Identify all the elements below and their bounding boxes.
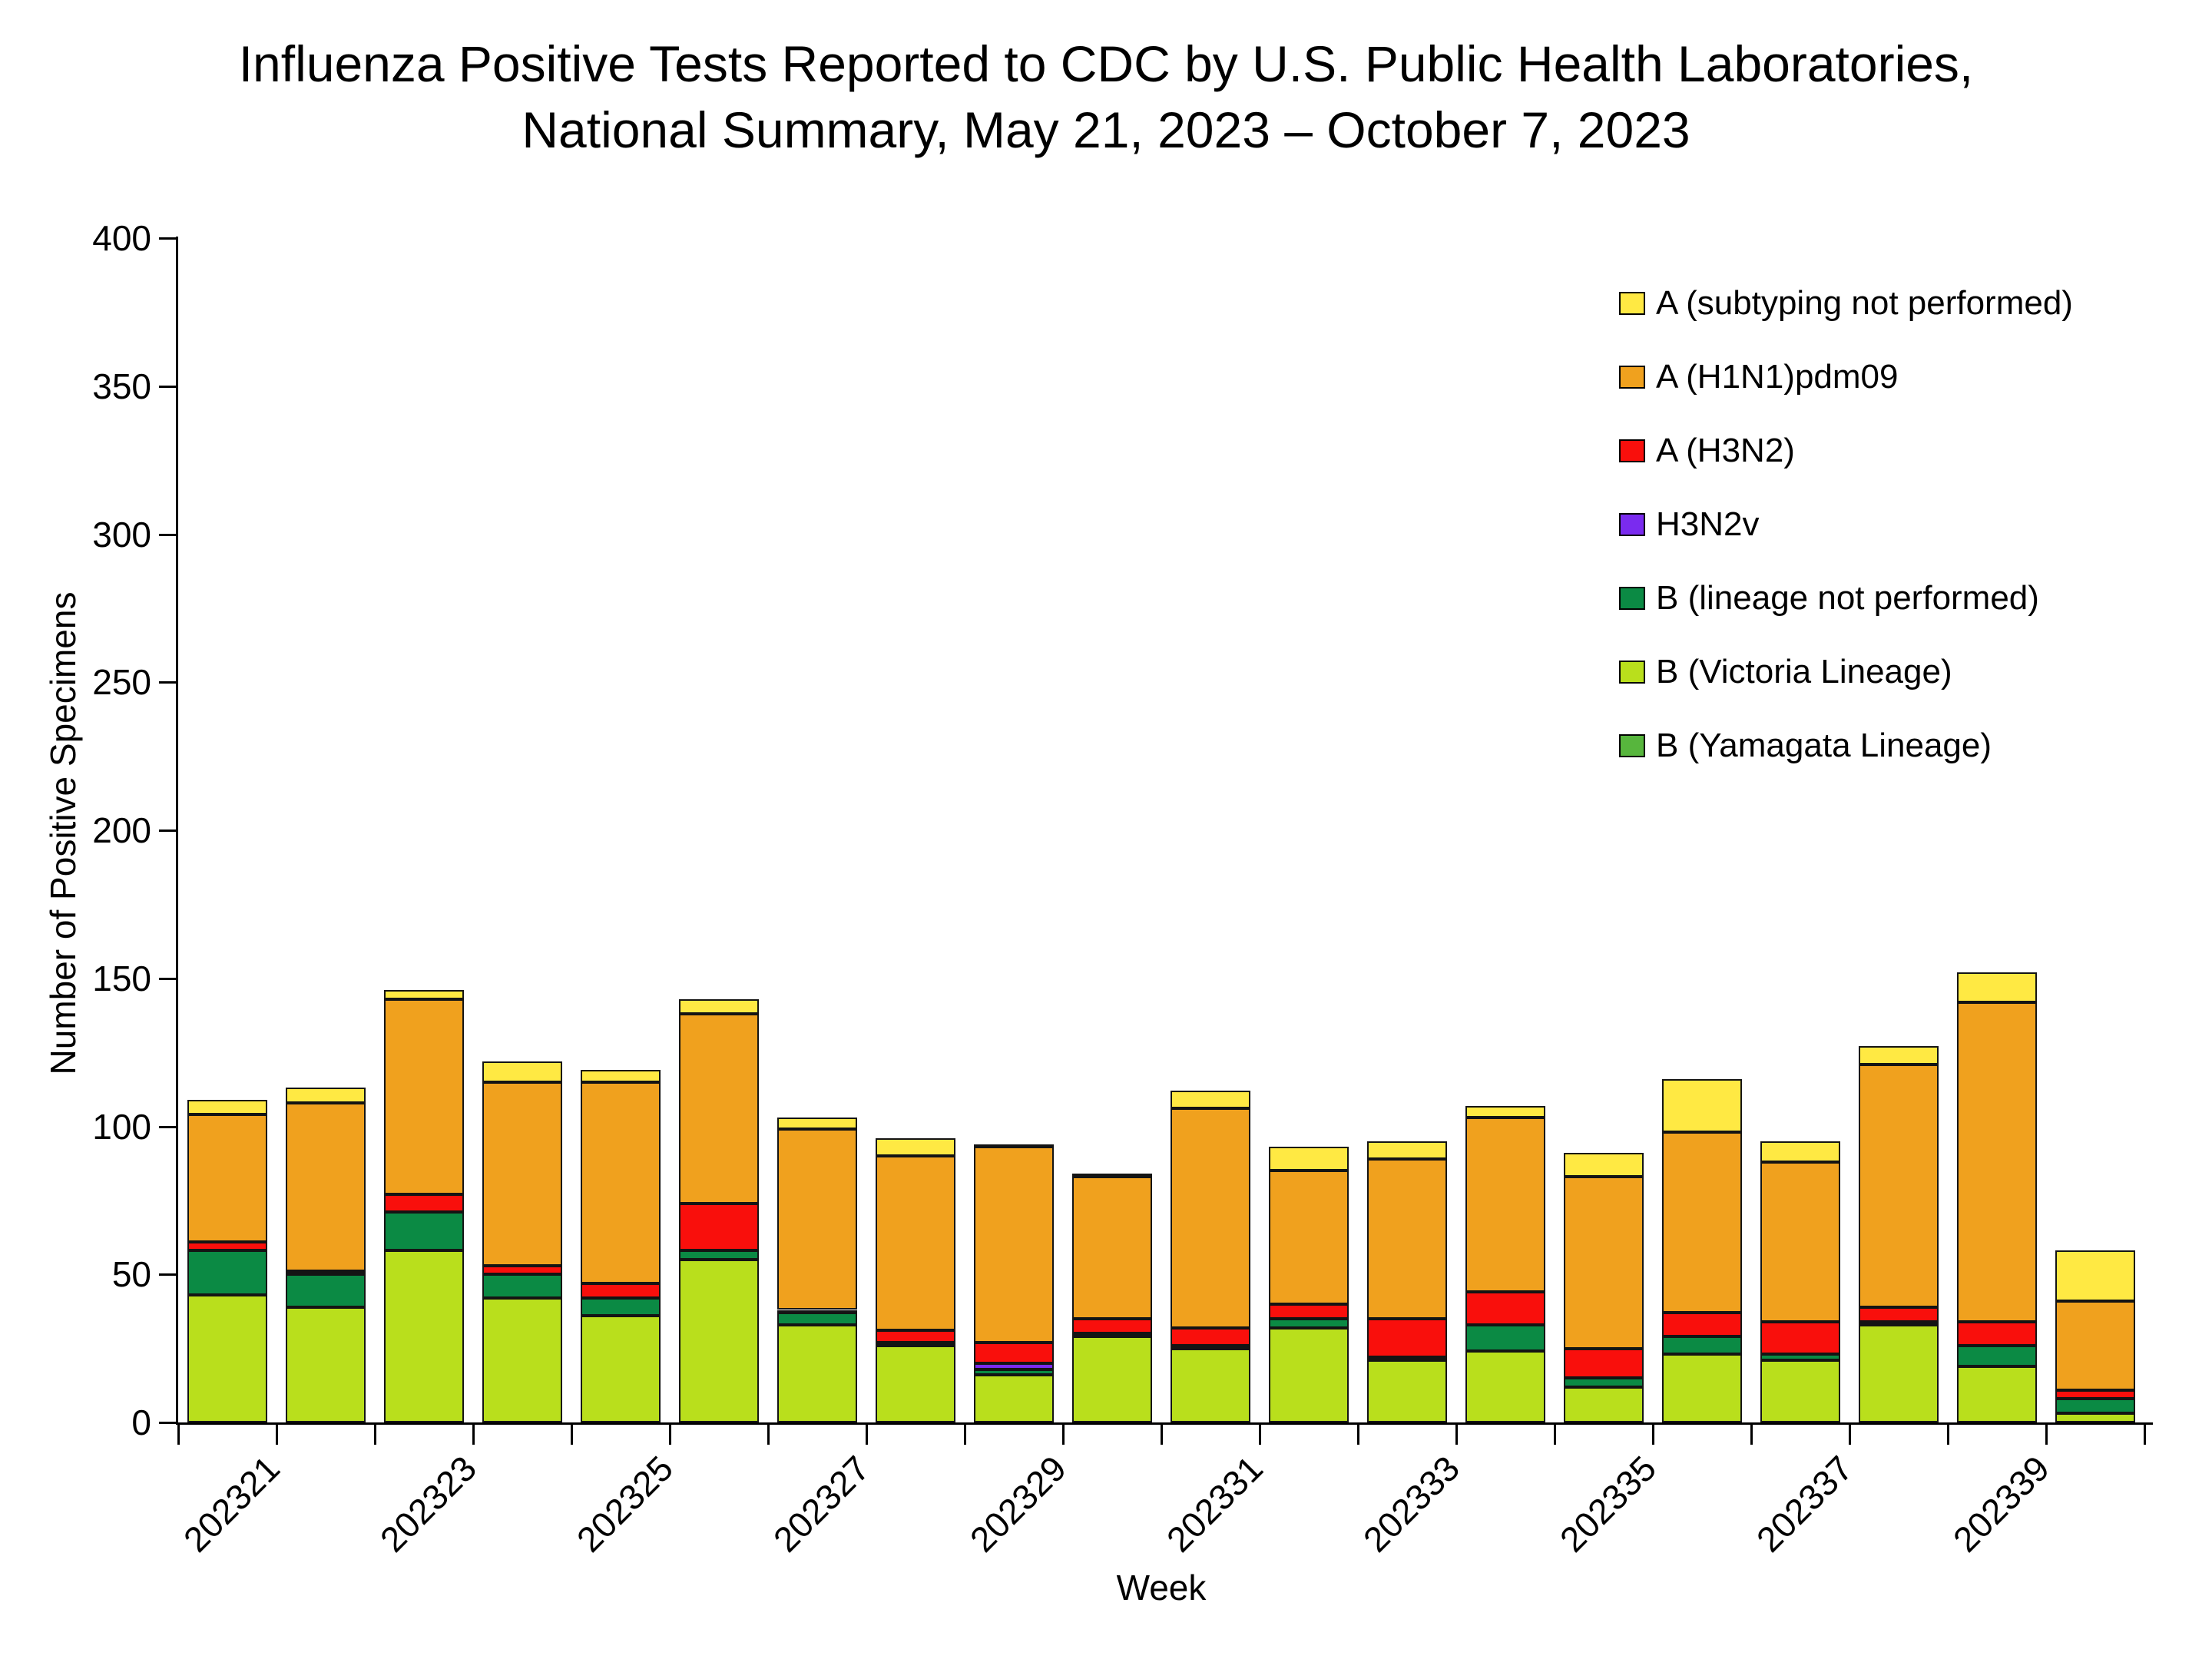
y-axis-tick (159, 237, 176, 240)
bar-segment (581, 1316, 661, 1422)
x-axis-tick (1947, 1425, 1949, 1445)
bar-segment (1171, 1108, 1250, 1327)
legend-label: A (H3N2) (1656, 432, 1795, 469)
bar-segment (187, 1242, 267, 1251)
bar-segment (679, 1250, 759, 1260)
bar-segment (286, 1271, 366, 1274)
bar-segment (1662, 1132, 1742, 1313)
bar-segment (581, 1070, 661, 1081)
x-tick-label: 202321 (175, 1448, 288, 1560)
bar-segment (1269, 1328, 1349, 1422)
bar-segment (384, 1212, 464, 1250)
bar-segment (482, 1061, 562, 1082)
bar-segment (1957, 1346, 2037, 1366)
bar-segment (1859, 1325, 1939, 1422)
bar-segment (187, 1250, 267, 1295)
y-axis-line (176, 237, 178, 1425)
legend-item (1619, 356, 2073, 398)
bar-segment (286, 1307, 366, 1422)
bar-segment (581, 1298, 661, 1316)
bar-segment (1269, 1171, 1349, 1303)
bar-segment (1957, 1366, 2037, 1422)
bar-segment (1269, 1304, 1349, 1319)
x-axis-tick (177, 1425, 180, 1445)
x-tick-label: 202327 (765, 1448, 878, 1560)
bar-segment (1662, 1336, 1742, 1354)
bar-segment (187, 1100, 267, 1114)
bar-segment (286, 1103, 366, 1272)
x-tick-label: 202333 (1355, 1448, 1468, 1560)
legend-item (1619, 725, 2073, 767)
bar-segment (286, 1274, 366, 1306)
y-tick-label: 250 (92, 662, 151, 703)
bar-segment (1662, 1313, 1742, 1336)
bar-segment (482, 1274, 562, 1298)
bar-segment (1072, 1319, 1152, 1333)
bar-segment (876, 1138, 955, 1156)
x-axis-tick (1455, 1425, 1458, 1445)
x-axis-tick (767, 1425, 770, 1445)
x-axis-tick (1554, 1425, 1556, 1445)
x-axis-tick (1652, 1425, 1654, 1445)
bar-segment (1072, 1333, 1152, 1336)
bar-segment (876, 1156, 955, 1330)
bar-segment (1957, 972, 2037, 1002)
bar-segment (777, 1325, 857, 1422)
bar-segment (187, 1114, 267, 1242)
x-axis-tick (1259, 1425, 1261, 1445)
bar-segment (482, 1082, 562, 1266)
bar-segment (974, 1363, 1054, 1369)
x-tick-label: 202337 (1748, 1448, 1861, 1560)
bar-segment (384, 990, 464, 999)
x-tick-label: 202331 (1158, 1448, 1271, 1560)
bar-segment (1367, 1159, 1447, 1319)
x-axis-tick (1161, 1425, 1163, 1445)
bar-segment (679, 1014, 759, 1204)
bar-segment (1957, 1322, 2037, 1346)
legend-item (1619, 430, 2073, 472)
legend-item (1619, 283, 2073, 324)
bar-segment (1760, 1141, 1840, 1162)
x-tick-label: 202329 (962, 1448, 1075, 1560)
chart-title (0, 31, 2212, 163)
bar-segment (384, 1194, 464, 1212)
bar-segment (1367, 1141, 1447, 1159)
bar-segment (1072, 1174, 1152, 1177)
bar-segment (2055, 1390, 2135, 1399)
bar-segment (2055, 1301, 2135, 1390)
legend-label: B (Yamagata Lineage) (1656, 727, 1992, 764)
bar-segment (1072, 1177, 1152, 1319)
bar-segment (974, 1144, 1054, 1147)
bar-segment (2055, 1399, 2135, 1413)
bar-segment (1859, 1307, 1939, 1322)
bar-segment (1367, 1319, 1447, 1357)
legend-swatch-icon (1619, 292, 1645, 315)
y-axis-tick (159, 1273, 176, 1276)
y-tick-label: 150 (92, 958, 151, 998)
bar-segment (581, 1283, 661, 1298)
bar-segment (1465, 1351, 1545, 1422)
bar-segment (679, 1260, 759, 1422)
legend-swatch-icon (1619, 513, 1645, 536)
bar-segment (2055, 1413, 2135, 1422)
legend-swatch-icon (1619, 439, 1645, 462)
y-axis-tick (159, 1126, 176, 1128)
bar-segment (1072, 1336, 1152, 1422)
y-tick-label: 100 (92, 1106, 151, 1147)
y-axis-tick (159, 386, 176, 388)
bar-segment (974, 1369, 1054, 1376)
y-axis-tick (159, 681, 176, 684)
legend-label: A (subtyping not performed) (1656, 284, 2073, 322)
y-axis-tick (159, 978, 176, 980)
x-axis-tick (669, 1425, 671, 1445)
bar-segment (1171, 1328, 1250, 1346)
bar-segment (1859, 1046, 1939, 1064)
x-axis-tick (964, 1425, 966, 1445)
legend-label: H3N2v (1656, 505, 1760, 543)
bar-segment (1760, 1162, 1840, 1322)
bar-segment (876, 1346, 955, 1422)
legend-item (1619, 504, 2073, 545)
x-axis-title: Week (1116, 1568, 1207, 1608)
legend-swatch-icon (1619, 587, 1645, 610)
bar-segment (482, 1266, 562, 1275)
x-axis-tick (1357, 1425, 1359, 1445)
x-axis-tick (1750, 1425, 1753, 1445)
y-axis-tick (159, 1422, 176, 1424)
bar-segment (1465, 1325, 1545, 1352)
y-axis-tick (159, 534, 176, 536)
legend-label: B (lineage not performed) (1656, 579, 2039, 617)
bar-segment (482, 1298, 562, 1422)
legend-swatch-icon (1619, 661, 1645, 684)
bar-segment (1564, 1378, 1644, 1387)
legend-label: A (H1N1)pdm09 (1656, 358, 1899, 396)
y-tick-label: 300 (92, 514, 151, 555)
bar-segment (1367, 1360, 1447, 1422)
bar-segment (1269, 1147, 1349, 1171)
y-tick-label: 400 (92, 218, 151, 258)
bar-segment (1465, 1118, 1545, 1292)
bar-segment (2055, 1250, 2135, 1301)
x-tick-label: 202323 (372, 1448, 485, 1560)
x-axis-tick (2144, 1425, 2146, 1445)
bar-segment (679, 999, 759, 1014)
bar-segment (1564, 1177, 1644, 1349)
x-tick-label: 202339 (1945, 1448, 2058, 1560)
bar-segment (974, 1147, 1054, 1342)
bar-segment (1564, 1387, 1644, 1422)
legend-item (1619, 651, 2073, 693)
x-axis-tick (866, 1425, 868, 1445)
bar-segment (1171, 1349, 1250, 1422)
bar-segment (974, 1375, 1054, 1422)
bar-segment (1760, 1354, 1840, 1360)
y-tick-label: 200 (92, 810, 151, 850)
bar-segment (777, 1310, 857, 1313)
bar-segment (1760, 1360, 1840, 1422)
bar-segment (974, 1343, 1054, 1363)
bar-segment (384, 999, 464, 1194)
x-axis-tick (472, 1425, 475, 1445)
bar-segment (1760, 1322, 1840, 1354)
y-axis-tick (159, 830, 176, 832)
y-tick-label: 50 (111, 1254, 151, 1295)
x-axis-tick (571, 1425, 573, 1445)
bar-segment (1662, 1079, 1742, 1132)
y-tick-label: 0 (131, 1402, 151, 1442)
x-tick-label: 202335 (1551, 1448, 1664, 1560)
x-axis-tick (2045, 1425, 2048, 1445)
x-axis-tick (374, 1425, 376, 1445)
bar-segment (1564, 1153, 1644, 1177)
bar-segment (1171, 1091, 1250, 1108)
bar-segment (777, 1313, 857, 1324)
legend-item (1619, 578, 2073, 619)
bar-segment (384, 1250, 464, 1422)
bar-segment (581, 1082, 661, 1283)
bar-segment (679, 1204, 759, 1251)
bar-segment (187, 1295, 267, 1422)
legend (1619, 283, 2073, 799)
bar-segment (876, 1343, 955, 1346)
bar-segment (1859, 1322, 1939, 1325)
x-axis-tick (1849, 1425, 1851, 1445)
legend-swatch-icon (1619, 366, 1645, 389)
bar-segment (1269, 1319, 1349, 1328)
x-axis-tick (1062, 1425, 1065, 1445)
x-axis-tick (276, 1425, 278, 1445)
bar-segment (777, 1118, 857, 1129)
y-tick-label: 350 (92, 366, 151, 406)
bar-segment (1367, 1357, 1447, 1360)
bar-segment (1564, 1349, 1644, 1379)
bar-segment (777, 1129, 857, 1310)
legend-label: B (Victoria Lineage) (1656, 653, 1952, 690)
legend-swatch-icon (1619, 734, 1645, 757)
bar-segment (1465, 1106, 1545, 1118)
bar-segment (1957, 1002, 2037, 1322)
x-tick-label: 202325 (568, 1448, 681, 1560)
bar-segment (1859, 1065, 1939, 1307)
bar-segment (286, 1088, 366, 1102)
chart-title-line2: National Summary, May 21, 2023 – October 7, 2023 (522, 101, 1690, 158)
bar-segment (876, 1330, 955, 1342)
chart-title-line1: Influenza Positive Tests Reported to CDC by U.S. Public Health Laboratories, (238, 35, 1974, 92)
bar-segment (1662, 1354, 1742, 1422)
bar-segment (1465, 1292, 1545, 1324)
bar-segment (1171, 1346, 1250, 1349)
y-axis-title: Number of Positive Specimens (43, 591, 83, 1075)
